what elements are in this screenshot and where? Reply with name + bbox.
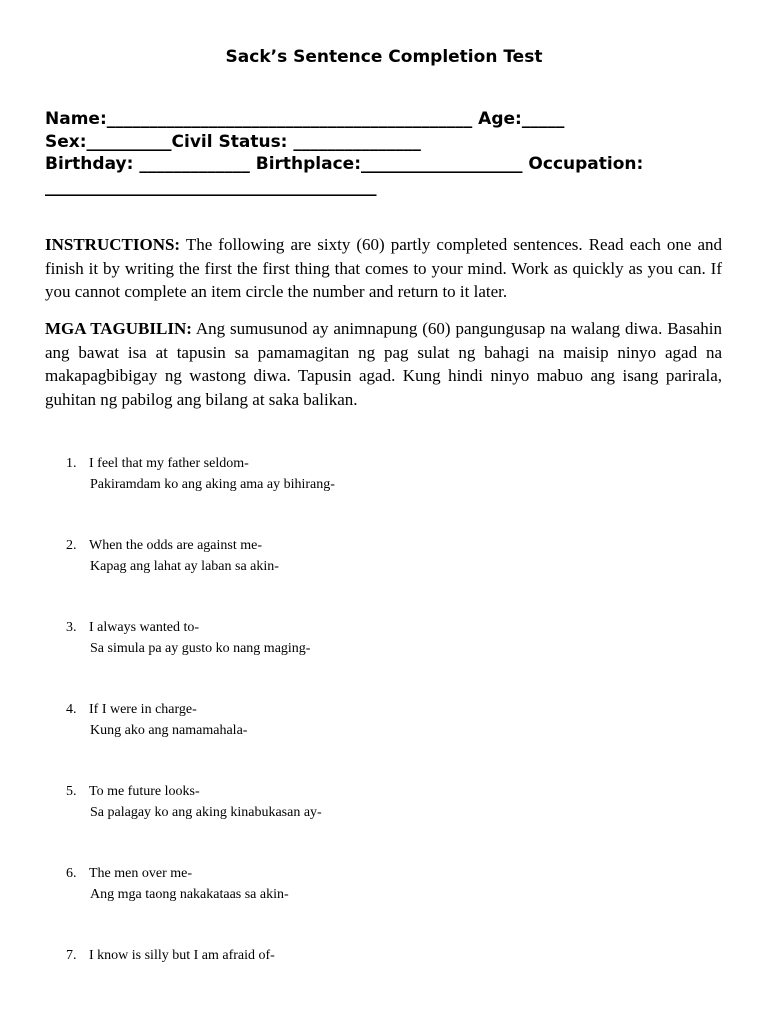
instructions-text: The following are sixty (60) partly completed sentences. Read each one and finish it by writing the first the first thing that comes to your mind. Work as quickly as you can. If you cannot complete an item circle the number and return to it later.	[45, 235, 722, 301]
item-number: 3.	[66, 620, 77, 635]
form-line-occupation-blank: _______________________________________	[45, 177, 377, 197]
list-item	[66, 536, 279, 577]
item-english: To me future looks-	[89, 784, 200, 799]
item-tagalog: Ang mga taong nakakataas sa akin-	[90, 886, 289, 902]
form-line-name-age: Name:___________________________________________ Age:_____	[45, 109, 565, 129]
instructions-paragraph	[45, 233, 722, 304]
item-number: 4.	[66, 702, 77, 717]
item-english: I always wanted to-	[89, 620, 200, 635]
item-english: The men over me-	[89, 866, 193, 881]
form-line-sex-civil-status: Sex:__________Civil Status: _______________	[45, 132, 421, 152]
item-tagalog: Sa palagay ko ang aking kinabukasan ay-	[90, 804, 322, 820]
item-tagalog: Kapag ang lahat ay laban sa akin-	[90, 558, 279, 574]
item-number: 6.	[66, 866, 77, 881]
page-title: Sack’s Sentence Completion Test	[225, 47, 543, 67]
item-english: I feel that my father seldom-	[89, 456, 249, 471]
item-number: 7.	[66, 948, 77, 963]
instructions-label: INSTRUCTIONS:	[45, 235, 181, 254]
item-english: When the odds are against me-	[89, 538, 262, 553]
item-tagalog: Kung ako ang namamahala-	[90, 722, 248, 738]
list-item	[66, 782, 322, 823]
list-item	[66, 700, 247, 741]
item-number: 1.	[66, 456, 77, 471]
tagubilin-label: MGA TAGUBILIN:	[45, 319, 192, 338]
list-item	[66, 618, 310, 659]
list-item	[66, 864, 289, 905]
form-line-birthday-birthplace-occupation: Birthday: _____________ Birthplace:___________________ Occupation:	[45, 154, 644, 174]
tagubilin-text: Ang sumusunod ay animnapung (60) pangungusap na walang diwa. Basahin ang bawat isa at tapusin sa pamamagitan ng pag sulat ng bahagi na maisip ninyo agad na makapagbibigay ng wastong diwa. Tapusin agad. Kung hindi ninyo mabuo ang isang parirala, guhitan ng pabilog ang bilang at saka balikan.	[45, 319, 722, 409]
item-english: I know is silly but I am afraid of-	[89, 948, 275, 963]
list-item	[66, 454, 335, 495]
list-item	[66, 946, 275, 967]
item-tagalog: Pakiramdam ko ang aking ama ay bihirang-	[90, 476, 335, 492]
tagubilin-paragraph	[45, 317, 722, 411]
item-english: If I were in charge-	[89, 702, 197, 717]
item-number: 2.	[66, 538, 77, 553]
item-tagalog: Sa simula pa ay gusto ko nang maging-	[90, 640, 311, 656]
item-number: 5.	[66, 784, 77, 799]
